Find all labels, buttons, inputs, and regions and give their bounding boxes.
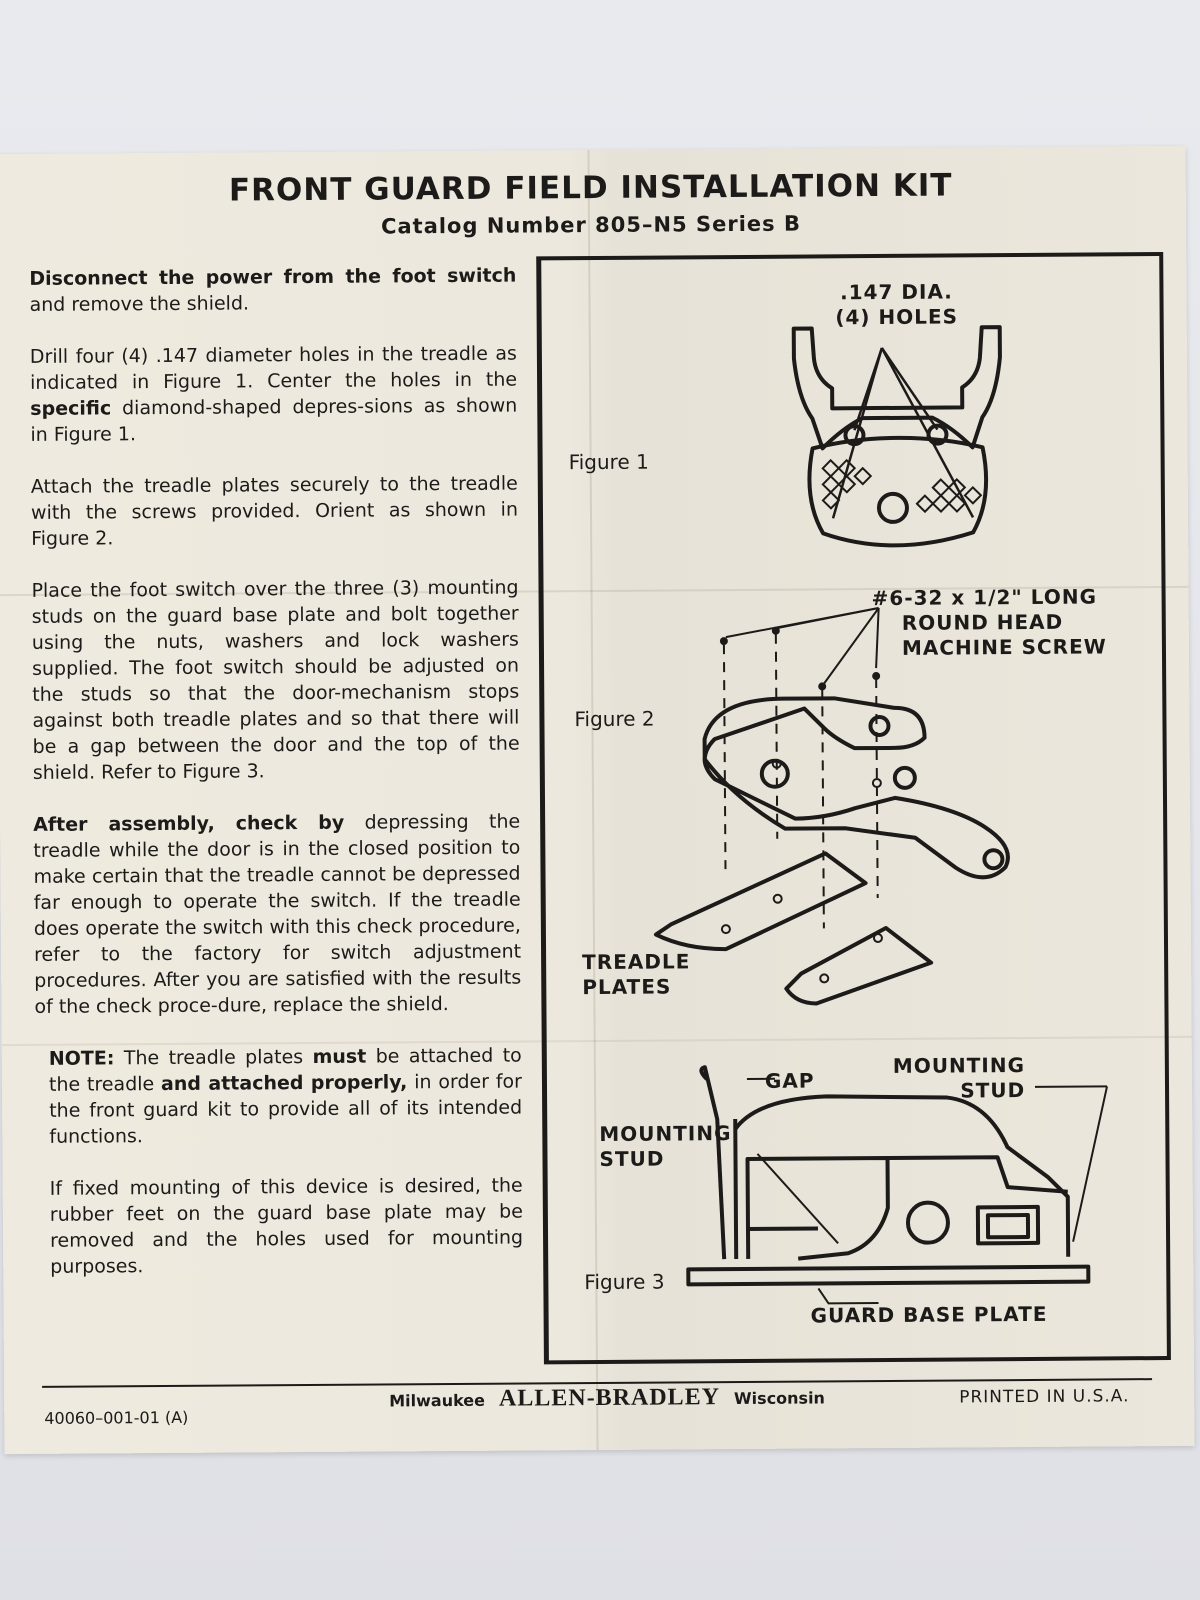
note-text-b: be attached to the treadle <box>48 1044 522 1096</box>
step-drill <box>30 341 518 448</box>
note-text-c: in order for the front guard kit to provide all of its intended functions. <box>49 1070 523 1148</box>
printed-in: PRINTED IN U.S.A. <box>959 1386 1130 1408</box>
figure-2-exploded-drawing <box>654 597 1017 1000</box>
figure-2-callout-line-1: #6-32 x 1/2" LONG <box>871 584 1098 611</box>
figure-2-treadle-line-1: TREADLE <box>582 949 691 975</box>
instructions-column <box>29 263 523 1306</box>
note-must: must <box>312 1045 367 1068</box>
note-paragraph <box>49 1043 523 1150</box>
part-number: 40060–001-01 (A) <box>44 1407 189 1428</box>
step-drill-bold: specific <box>30 397 112 420</box>
catalog-number: Catalog Number 805–N5 Series B <box>380 211 802 239</box>
figure-3-gap-callout: GAP <box>764 1068 815 1093</box>
page-title: FRONT GUARD FIELD INSTALLATION KIT <box>228 167 953 209</box>
note-bold-2: and attached properly, <box>160 1071 408 1096</box>
step-drill-text-b: diamond-shaped depres-sions as shown in Figure 1. <box>30 394 518 446</box>
step-drill-text-a: Drill four (4) .147 diameter holes in the treadle as indicated in Figure 1. Center the holes in the <box>29 342 518 394</box>
manufacturer-line <box>389 1383 825 1413</box>
figure-3-stud-left-line-1: MOUNTING <box>599 1121 732 1146</box>
figure-2-callout-line-3: MACHINE SCREW <box>901 634 1107 660</box>
step-check-bold: After assembly, check by <box>33 811 345 836</box>
figure-2-label: Figure 2 <box>574 706 655 732</box>
figure-2-treadle-line-2: PLATES <box>582 974 672 1000</box>
figure-3-stud-right-line-2: STUD <box>960 1078 1026 1103</box>
step-fixed-mounting: If fixed mounting of this device is desired, the rubber feet on the guard base plate may be removed and the holes used for mounting purposes. <box>49 1174 524 1278</box>
figure-3-label: Figure 3 <box>584 1269 665 1295</box>
step-disconnect-text: and remove the shield. <box>29 292 250 316</box>
step-check-text: depressing the treadle while the door is in the closed position to make certain that the treadle cannot be depressed far enough to operate the switch. If the treadle does operate the switch with this check procedure, refer to the factory for switch adjustment procedures. After you are satisfied with the results of the check proce-dure, replace the shield. <box>33 810 522 1018</box>
step-disconnect-bold: Disconnect the power from the foot switch <box>29 264 517 290</box>
figure-1-callout-line-2: (4) HOLES <box>835 304 959 330</box>
figure-1-callout-line-1: .147 DIA. <box>839 279 953 305</box>
figure-3-stud-right-line-1: MOUNTING <box>892 1053 1026 1078</box>
step-check <box>33 809 521 1020</box>
step-place: Place the foot switch over the three (3) mounting studs on the guard base plate and bolt together using the nuts, washers and lock washers supplied. The foot switch should be adjusted on the studs so that the door-mechanism stops against both treadle plates and so that there will be a gap between the door and the top of the shield. Refer to Figure 3. <box>31 576 520 784</box>
step-attach: Attach the treadle plates securely to the treadle with the screws provided. Orient as shown in Figure 2. <box>30 472 519 550</box>
figure-1-label: Figure 1 <box>568 449 649 475</box>
brand-logo: ALLEN-BRADLEY <box>498 1384 721 1412</box>
state: Wisconsin <box>733 1388 825 1409</box>
figures-frame <box>536 252 1171 1364</box>
step-disconnect <box>29 263 516 318</box>
city: Milwaukee <box>389 1390 486 1411</box>
figure-3-stud-left-line-2: STUD <box>599 1146 665 1171</box>
figure-1-treadle-drawing <box>782 317 1014 569</box>
instruction-sheet <box>0 146 1195 1454</box>
figure-2-callout-line-2: ROUND HEAD <box>901 609 1064 635</box>
note-label: NOTE: <box>48 1047 115 1070</box>
figure-3-assembly-drawing <box>687 1056 1129 1309</box>
figure-3-base-plate-callout: GUARD BASE PLATE <box>810 1301 1048 1328</box>
note-text-a: The treadle plates <box>123 1046 304 1070</box>
